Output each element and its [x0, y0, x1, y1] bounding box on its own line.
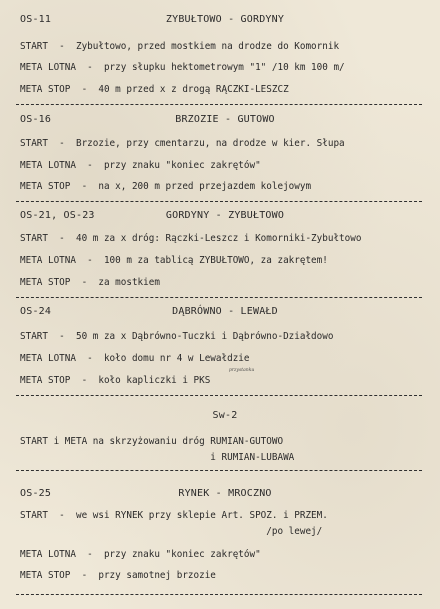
stage-code: OS-16 [20, 114, 52, 125]
start-line: START - Zybułtowo, przed mostkiem na drodze do Komornik [20, 41, 340, 52]
start-line: START - we wsi RYNEK przy sklepie Art. SPOŻ. i PRZEM. [20, 510, 328, 521]
divider [16, 594, 422, 595]
meta-lotna-line: META LOTNA - koło domu nr 4 w Lewałdzie [20, 353, 250, 364]
divider [16, 470, 422, 471]
start-meta-line-cont: i RUMIAN-LUBAWA [20, 452, 295, 463]
meta-stop-line: META STOP - koło kapliczki i PKS [20, 375, 211, 386]
stage-title: GORDYNY - ZYBUŁTOWO [165, 210, 285, 221]
meta-stop-line: META STOP - 40 m przed x z drogą RĄCZKI-LESZCZ [20, 84, 289, 95]
stage-title: DĄBRÓWNO - LEWAŁD [172, 306, 278, 317]
divider [16, 104, 422, 105]
divider [16, 201, 422, 202]
meta-stop-line: META STOP - na x, 200 m przed przejazdem kolejowym [20, 181, 312, 192]
meta-stop-line: META STOP - za mostkiem [20, 277, 160, 288]
meta-stop-line: META STOP - przy samotnej brzozie [20, 570, 216, 581]
stage-code: OS-25 [20, 488, 52, 499]
stage-title: ZYBUŁTOWO - GORDYNY [165, 14, 285, 25]
meta-lotna-line: META LOTNA - przy znaku "koniec zakrętów" [20, 549, 261, 560]
meta-lotna-line: META LOTNA - przy znaku "koniec zakrętów" [20, 160, 261, 171]
stage-code: OS-21, OS-23 [20, 210, 95, 221]
stage-title: BRZOZIE - GUTOWO [175, 114, 275, 125]
meta-lotna-line: META LOTNA - 100 m za tablicą ZYBUŁTOWO, za zakrętem! [20, 255, 328, 266]
stage-title: Sw-2 [212, 410, 238, 421]
meta-lotna-line: META LOTNA - przy słupku hektometrowym "1" /10 km 100 m/ [20, 62, 345, 73]
stage-code: OS-24 [20, 306, 52, 317]
stage-title: RYNEK - MROCZNO [178, 488, 272, 499]
start-line: START - 50 m za x Dąbrówno-Tuczki i Dąbrówno-Działdowo [20, 331, 334, 342]
stage-code: OS-11 [20, 14, 52, 25]
start-line: START - 40 m za x dróg: Rączki-Leszcz i Komorniki-Zybułtowo [20, 233, 362, 244]
divider [16, 297, 422, 298]
start-line: START - Brzozie, przy cmentarzu, na drodze w kier. Słupa [20, 138, 345, 149]
handwritten-note: przystanku [229, 368, 255, 373]
start-line-cont: /po lewej/ [20, 526, 323, 537]
divider [16, 395, 422, 396]
start-meta-line: START i META na skrzyżowaniu dróg RUMIAN-GUTOWO [20, 436, 284, 447]
